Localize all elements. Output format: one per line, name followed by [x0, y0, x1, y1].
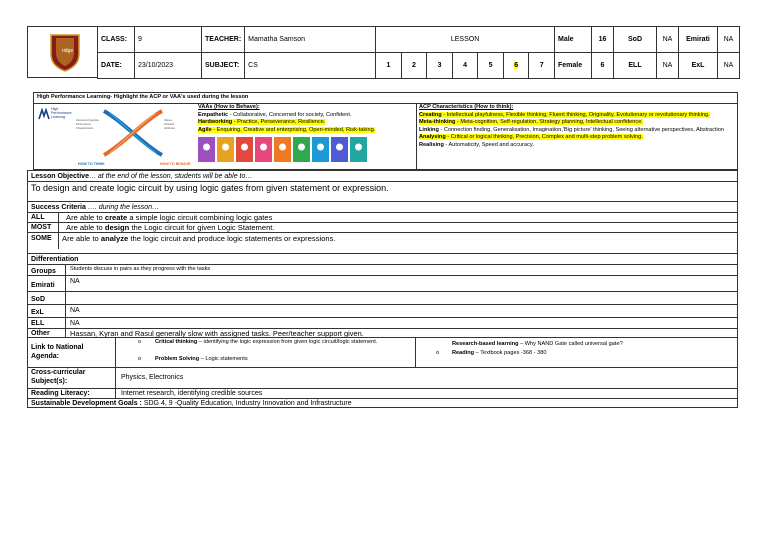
- national-agenda-item: [155, 339, 405, 347]
- reading-literacy-value: Internet research, identifying credible sources: [121, 390, 263, 397]
- reading-literacy-label: Reading Literacy:: [31, 390, 90, 397]
- hpl-characteristic-tiles-icon: [198, 137, 384, 162]
- cross-curricular-label: Cross-curricular Subject(s):: [31, 369, 86, 385]
- how-to-think-caption: HOW TO THINK: [78, 162, 105, 166]
- sod-value: NA: [657, 27, 679, 53]
- acp-text: - Connection finding, Generalisation, Imagination,'Big picture' thinking, Seeing alternative perspectives, Abstraction: [438, 126, 724, 133]
- lesson-number: 5: [478, 53, 504, 79]
- exl-value: NA: [718, 53, 740, 79]
- teacher-value: Mamatha Samson: [245, 27, 376, 53]
- national-agenda-label: Link to National Agenda:: [31, 344, 84, 360]
- acp-line: [419, 134, 735, 142]
- acp-text: - Critical or logical thinking, Precision, Complex and multi-step problem solving.: [445, 134, 643, 141]
- success-verb: design: [104, 223, 130, 232]
- agenda-text: – Textbook pages -368 - 380: [474, 350, 547, 356]
- agenda-label: Research-based learning: [452, 341, 519, 347]
- acp-label: Meta-thinking: [419, 119, 456, 126]
- success-verb: analyze: [100, 234, 129, 243]
- svg-text:Characteristics: Characteristics: [76, 127, 94, 130]
- diff-key-ell: ELL: [31, 320, 45, 327]
- national-agenda-item: [155, 356, 405, 364]
- ell-value: NA: [657, 53, 679, 79]
- emirati-value: NA: [718, 27, 740, 53]
- agenda-text: – Why NAND Gate called universal gate?: [518, 341, 623, 347]
- success-key-some: SOME: [31, 235, 52, 242]
- acp-label: Linking: [419, 126, 439, 133]
- subject-label: SUBJECT:: [202, 53, 245, 79]
- national-agenda-right-item: [436, 350, 439, 358]
- success-row-all: [66, 213, 272, 222]
- vaa-label: Empathetic: [198, 111, 229, 118]
- success-post: a simple logic circuit combining logic gates: [127, 213, 273, 222]
- objective-text: To design and create logic circuit by using logic gates from given statement or expression.: [31, 183, 389, 193]
- sod-label: SoD: [614, 27, 657, 53]
- highlighted-lesson: 6: [514, 62, 519, 69]
- hpl-logo-text: High Performance Learning: [51, 107, 72, 119]
- vaa-text: - Collaborative, Concerned for society, Confident.: [228, 111, 352, 118]
- acp-line: [419, 142, 735, 150]
- ell-label: ELL: [614, 53, 657, 79]
- diff-key-sod: SoD: [31, 296, 45, 303]
- diff-key-emirati: Emirati: [31, 282, 55, 289]
- logo-text: ridge: [62, 48, 74, 54]
- svg-text:Attitudes: Attitudes: [164, 123, 175, 126]
- success-row-some: [62, 234, 336, 243]
- hpl-icon-tiles: [198, 137, 384, 162]
- sdg-label: Sustainable Development Goals :: [31, 400, 142, 407]
- lesson-plan-body: [27, 170, 738, 408]
- vaa-text: - Enquiring, Creative and enterprising, Open-minded, Risk-taking.: [211, 126, 376, 133]
- diff-value-groups: Students discuss in pairs as they progress with the tasks: [70, 266, 211, 272]
- success-pre: Are able to: [66, 213, 105, 222]
- diff-key-groups: Groups: [31, 268, 56, 275]
- national-agenda-right-item: [452, 350, 546, 358]
- lesson-number: 3: [427, 53, 453, 79]
- agenda-text: – identifying the logic expression from given logic circuit/logic statement.: [197, 339, 378, 345]
- success-verb: create: [104, 213, 128, 222]
- svg-text:Advanced Cognitive: Advanced Cognitive: [76, 119, 100, 122]
- diff-key-exl: ExL: [31, 309, 44, 316]
- success-pre: Are able to: [62, 234, 101, 243]
- success-post: the Logic circuit for given Logic Statement.: [129, 223, 275, 232]
- bullet: o: [436, 350, 440, 356]
- vaa-line: [198, 119, 413, 127]
- national-agenda-item: [138, 339, 141, 347]
- lesson-number: 4: [452, 53, 478, 79]
- exl-label: ExL: [679, 53, 718, 79]
- how-to-behave-caption: HOW TO BEHAVE: [160, 162, 191, 166]
- subject-value: CS: [245, 53, 376, 79]
- hpl-logo: [38, 107, 72, 127]
- vaa-block: [198, 104, 413, 134]
- date-value: 23/10/2023: [135, 53, 202, 79]
- hpl-title: High Performance Learning- Highlight the ACP or VAA's used during the lesson: [37, 94, 249, 100]
- male-label: Male: [555, 27, 592, 53]
- svg-text:Values: Values: [164, 119, 172, 122]
- objective-label-suffix: … at the end of the lesson, students will be able to…: [88, 173, 253, 180]
- acp-line: [419, 127, 735, 135]
- cross-curricular-value: Physics, Electronics: [121, 374, 184, 381]
- class-label: CLASS:: [98, 27, 135, 53]
- vaa-label: Hardworking: [198, 119, 233, 126]
- success-row-most: [66, 223, 275, 232]
- svg-text:Attributes: Attributes: [164, 127, 175, 130]
- agenda-text: – Logic statements: [199, 356, 248, 362]
- lesson-number-highlighted: [503, 53, 529, 79]
- diff-key-other: Other: [31, 330, 50, 337]
- bullet: o: [138, 339, 142, 345]
- sdg-row: [31, 399, 352, 408]
- objective-label: Lesson Objective: [31, 173, 89, 180]
- hpl-logo-icon: [38, 108, 50, 120]
- success-label: Success Criteria: [31, 204, 86, 211]
- date-label: DATE:: [98, 53, 135, 79]
- vaa-line: [198, 127, 413, 135]
- hpl-diagram: [74, 105, 196, 169]
- lesson-number: 1: [376, 53, 402, 79]
- female-label: Female: [555, 53, 592, 79]
- lesson-label: LESSON: [376, 27, 555, 53]
- vaa-text: - Practice, Perseverance, Resilience.: [232, 119, 326, 126]
- acp-text: - Automaticity, Speed and accuracy.: [443, 141, 534, 148]
- male-value: 16: [592, 27, 614, 53]
- success-label-suffix: …. during the lesson…: [85, 204, 160, 211]
- national-agenda-item: [138, 356, 141, 364]
- objective-header: [31, 172, 252, 181]
- agenda-label: Reading: [452, 350, 475, 356]
- vaa-line: [198, 112, 413, 120]
- acp-text: - Meta-cognition, Self-regulation, Strategy planning, Intellectual confidence.: [455, 119, 643, 126]
- agenda-label: Problem Solving: [155, 356, 200, 362]
- acp-label: Creating: [419, 111, 442, 118]
- success-key-all: ALL: [31, 214, 45, 221]
- class-value: 9: [135, 27, 202, 53]
- diff-value-ell: NA: [70, 320, 80, 327]
- success-header: [31, 203, 159, 212]
- svg-text:Performance: Performance: [76, 123, 91, 126]
- vaa-label: Agile: [198, 126, 212, 133]
- acp-line: [419, 112, 735, 120]
- header-table: [27, 26, 740, 78]
- acp-line: [419, 119, 735, 127]
- acp-text: - Intellectual playfulness, Flexible thinking, Fluent thinking, Originality, Evolutionary or revolutionary thinking.: [441, 111, 710, 118]
- acp-label: Realising: [419, 141, 444, 148]
- thinking-helix-icon: [74, 105, 196, 161]
- hpl-section: [33, 92, 738, 170]
- success-pre: Are able to: [66, 223, 105, 232]
- diff-value-exl: NA: [70, 307, 80, 314]
- acp-block: [419, 104, 735, 150]
- vaa-title: VAAs (How to Behave):: [198, 104, 260, 110]
- sdg-value: SDG 4, 9 -Quality Education, Industry Innovation and Infrastructure: [143, 400, 352, 407]
- teacher-label: TEACHER:: [202, 27, 245, 53]
- female-value: 6: [592, 53, 614, 79]
- national-agenda-right-item: [452, 341, 623, 349]
- agenda-label: Critical thinking: [155, 339, 198, 345]
- acp-label: Analysing: [419, 134, 446, 141]
- lesson-number: 2: [401, 53, 427, 79]
- acp-title: ACP Characteristics (How to think):: [419, 104, 514, 110]
- diff-value-emirati: NA: [70, 278, 80, 285]
- bullet: o: [138, 356, 142, 362]
- lesson-number: 7: [529, 53, 555, 79]
- emirati-label: Emirati: [679, 27, 718, 53]
- diff-value-other: Hassan, Kyran and Rasul generally slow with assigned tasks. Peer/teacher support given.: [70, 329, 364, 338]
- logo-cell: [27, 26, 98, 78]
- success-key-most: MOST: [31, 224, 52, 231]
- differentiation-title: Differentiation: [31, 256, 79, 263]
- success-post: the logic circuit and produce logic statements or expressions.: [128, 234, 336, 243]
